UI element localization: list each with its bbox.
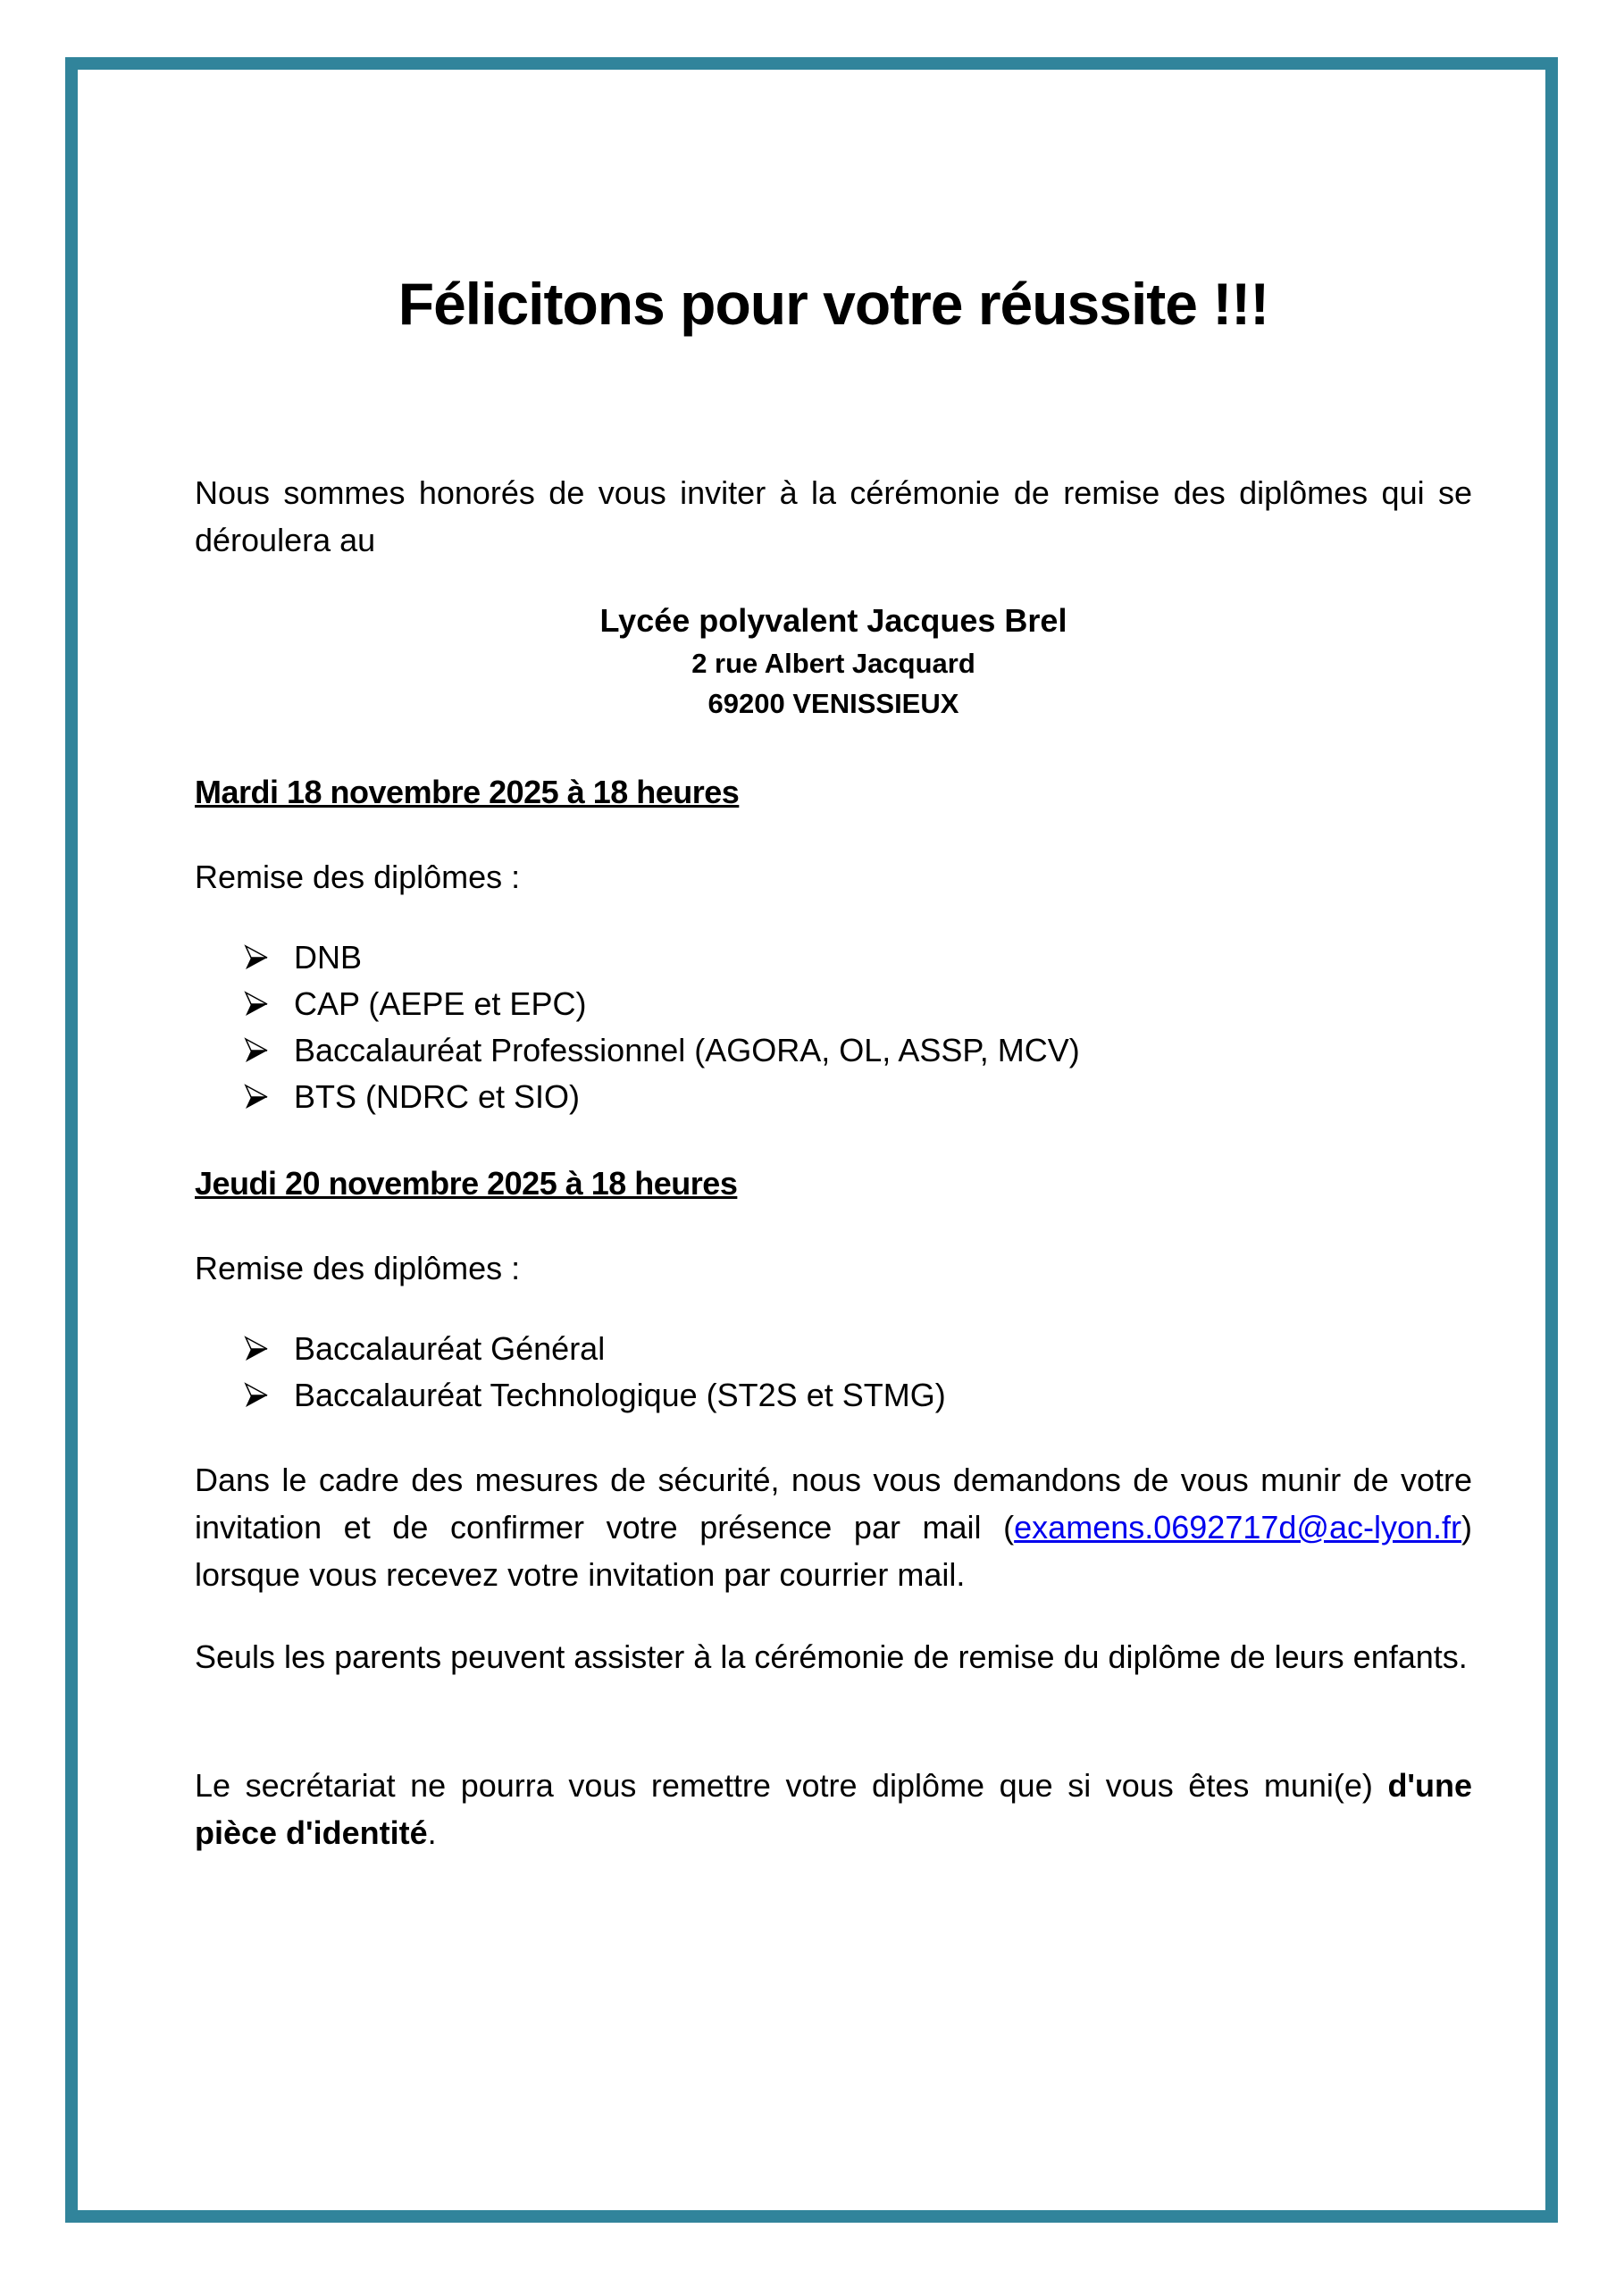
arrowhead-bullet-icon [244, 1027, 271, 1074]
diploma-list-1 [244, 934, 1080, 1120]
id-paragraph: Le secrétariat ne pourra vous remettre votre diplôme que si vous êtes muni(e) d'une pièce d'identité. [195, 1767, 1472, 1851]
venue-block [195, 599, 1472, 724]
email-link[interactable]: examens.0692717d@ac-lyon.fr [1014, 1509, 1461, 1546]
venue-city: 69200 VENISSIEUX [707, 688, 959, 719]
parents-paragraph: Seuls les parents peuvent assister à la cérémonie de remise du diplôme de leurs enfants. [195, 1638, 1468, 1675]
arrowhead-bullet-icon [244, 1074, 271, 1120]
session-label-2: Remise des diplômes : [195, 1250, 521, 1286]
security-paragraph: Dans le cadre des mesures de sécurité, nous vous demandons de vous munir de votre invitation et de confirmer votre présence par mail (examens.0692717d@ac-lyon.fr) lorsque vous recevez votre invitation par courrier mail. [195, 1462, 1472, 1593]
diploma-list-2 [244, 1326, 946, 1419]
list-item: Baccalauréat Professionnel (AGORA, OL, ASSP, MCV) [244, 1027, 1080, 1074]
arrowhead-bullet-icon [244, 981, 271, 1027]
session-date-2: Jeudi 20 novembre 2025 à 18 heures [195, 1165, 738, 1202]
page-border [65, 57, 1558, 2223]
arrowhead-bullet-icon [244, 934, 271, 981]
list-item: BTS (NDRC et SIO) [244, 1074, 1080, 1120]
arrowhead-bullet-icon [244, 1326, 271, 1372]
list-item: Baccalauréat Général [244, 1326, 946, 1372]
session-label-1: Remise des diplômes : [195, 859, 521, 895]
venue-name: Lycée polyvalent Jacques Brel [599, 602, 1067, 639]
venue-street: 2 rue Albert Jacquard [691, 648, 975, 679]
page-title: Félicitons pour votre réussite !!! [398, 271, 1269, 337]
list-item: Baccalauréat Technologique (ST2S et STMG) [244, 1372, 946, 1419]
session-date-1: Mardi 18 novembre 2025 à 18 heures [195, 774, 740, 810]
list-item: CAP (AEPE et EPC) [244, 981, 1080, 1027]
intro-paragraph: Nous sommes honorés de vous inviter à la cérémonie de remise des diplômes qui se déroulera au [195, 474, 1472, 558]
arrowhead-bullet-icon [244, 1372, 271, 1419]
list-item: DNB [244, 934, 1080, 981]
id-emphasis: d'une pièce d'identité [195, 1767, 1472, 1851]
